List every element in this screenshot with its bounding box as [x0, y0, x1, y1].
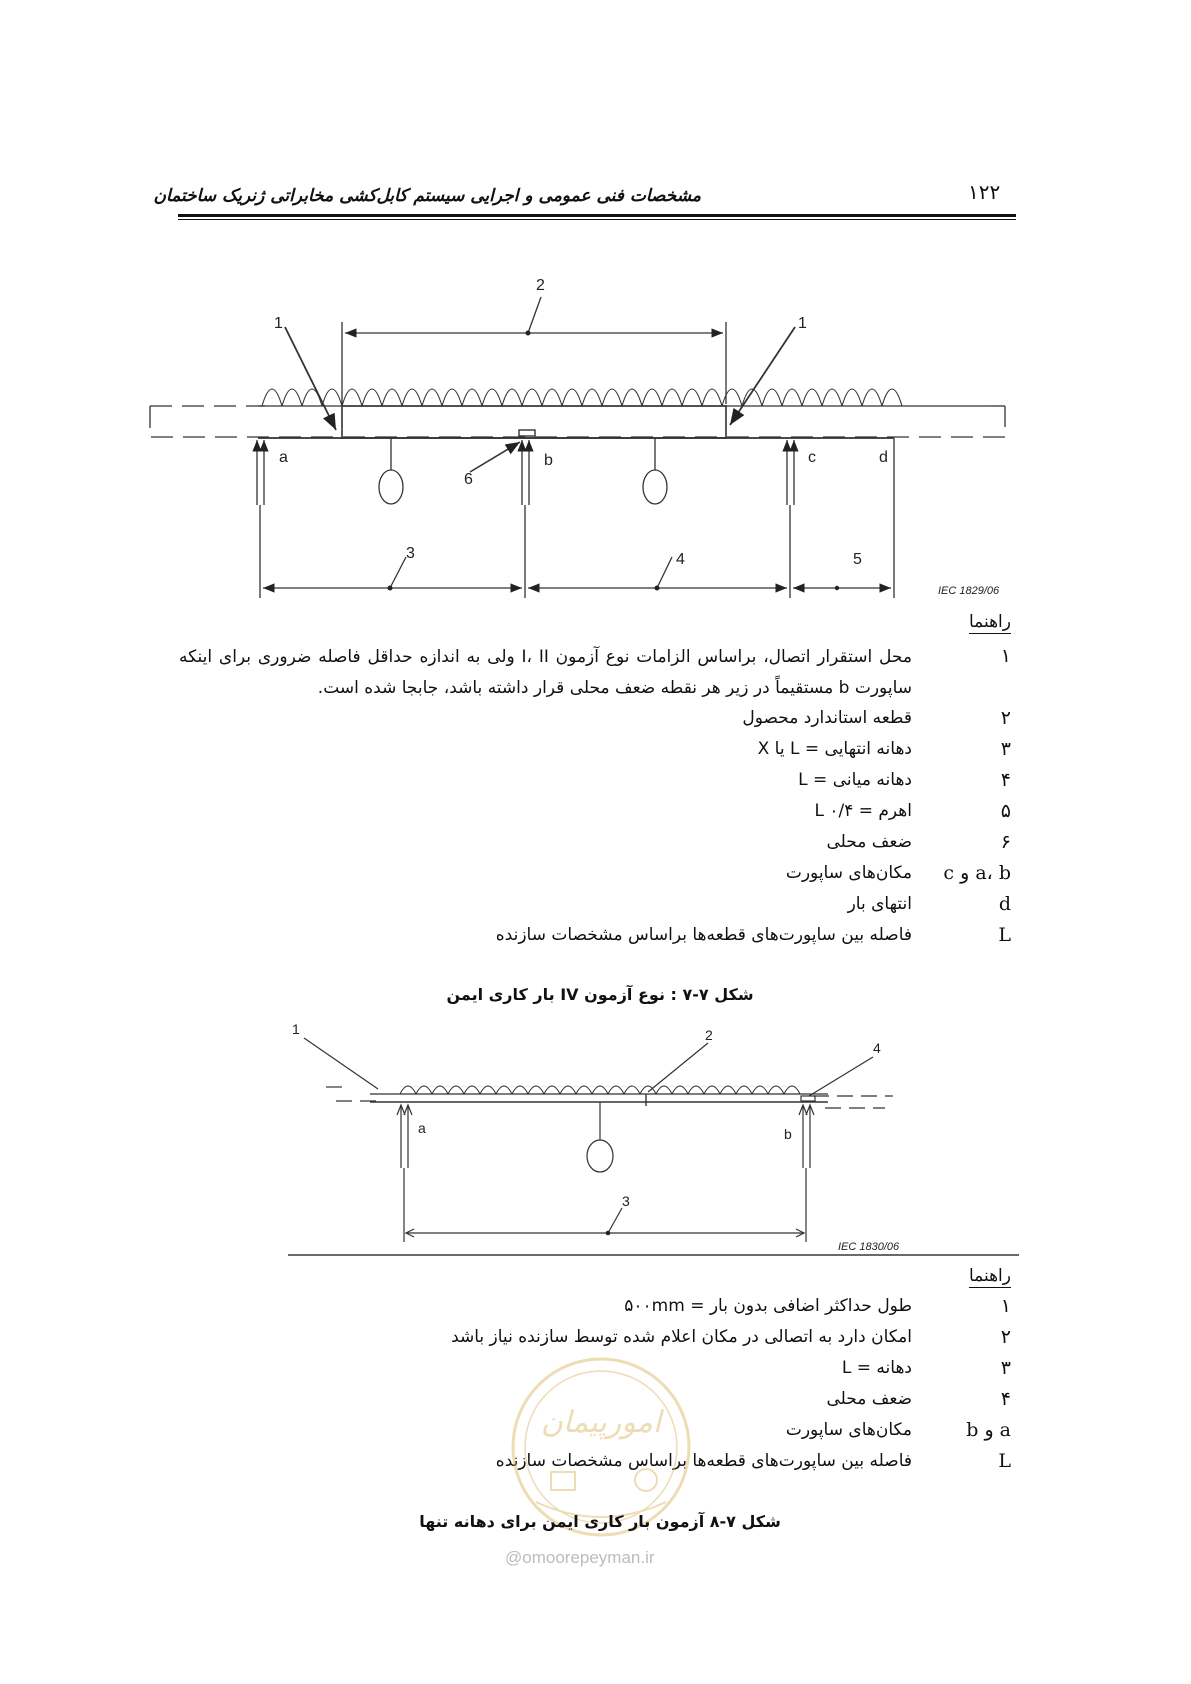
- fig7-label-3: 3: [406, 545, 415, 562]
- fig7-legend-text: ضعف محلی: [826, 832, 912, 852]
- fig8-label-4: 4: [873, 1040, 881, 1056]
- fig7-legend-key: d: [998, 893, 1011, 915]
- fig7-legend-key: ۶: [1000, 831, 1011, 853]
- fig8-legend-key: ۱: [1000, 1295, 1011, 1317]
- figure-7-7-diagram: [0, 0, 1191, 620]
- fig8-label-a: a: [418, 1120, 426, 1136]
- page-number: ۱۲۲: [968, 180, 1001, 204]
- fig7-label-5: 5: [853, 551, 862, 568]
- fig7-label-6: 6: [464, 471, 473, 488]
- fig7-legend-item: [179, 828, 1011, 856]
- fig7-label-1-left: 1: [274, 315, 283, 332]
- fig7-legend-text: انتهای بار: [847, 894, 912, 914]
- fig8-legend-key: ۳: [1000, 1357, 1011, 1379]
- fig7-legend-text: مکان‌های ساپورت: [785, 863, 912, 883]
- fig7-legend-text: اهرم = L ۰/۴: [814, 801, 912, 821]
- fig8-legend-key: ۴: [1000, 1388, 1011, 1410]
- fig7-legend-text: دهانه میانی = L: [798, 770, 912, 790]
- fig7-label-d: d: [879, 449, 888, 466]
- fig7-legend-item: [179, 859, 1011, 887]
- fig8-label-3: 3: [622, 1193, 630, 1209]
- fig8-legend-item: [179, 1323, 1011, 1351]
- fig7-label-4: 4: [676, 551, 685, 568]
- fig8-legend-text: مکان‌های ساپورت: [785, 1420, 912, 1440]
- fig7-legend-text: فاصله بین ساپورت‌های قطعه‌ها براساس مشخصات سازنده: [495, 925, 912, 945]
- fig7-legend-item: [179, 921, 1011, 949]
- fig8-legend-title: راهنما: [968, 1266, 1011, 1286]
- fig7-legend-key: ۴: [1000, 769, 1011, 791]
- fig7-legend-item: [179, 890, 1011, 918]
- fig7-legend-text: محل استقرار اتصال، براساس الزامات نوع آزمون I، II ولی به اندازه حداقل فاصله ضروری برای اینکه ساپورت b مستقیماً در زیر هر نقطه ضعف محلی قرار داشته باشد، جابجا شده است.: [179, 647, 912, 698]
- fig7-legend-key: ۱: [1000, 645, 1011, 667]
- fig8-legend-text: ضعف محلی: [826, 1389, 912, 1409]
- fig8-caption: شکل ۷-۸ آزمون بار کاری ایمن برای دهانه تنها: [419, 1512, 781, 1531]
- fig7-legend-item: [179, 704, 1011, 732]
- fig7-legend-text: قطعه استاندارد محصول: [742, 708, 912, 728]
- watermark-url: @omoorepeyman.ir: [505, 1548, 655, 1567]
- fig8-label-1: 1: [292, 1021, 300, 1037]
- fig8-legend-item: [179, 1292, 1011, 1320]
- watermark-logo-text: امورپیمان: [540, 1405, 662, 1440]
- fig7-label-b: b: [544, 452, 553, 469]
- fig8-legend-text: فاصله بین ساپورت‌های قطعه‌ها براساس مشخصات سازنده: [495, 1451, 912, 1471]
- fig7-legend-text: دهانه انتهایی = L یا X: [757, 739, 912, 759]
- fig8-iec-ref: IEC 1830/06: [838, 1241, 900, 1253]
- fig8-legend-key: ۲: [1000, 1326, 1011, 1348]
- fig7-label-c: c: [808, 449, 816, 466]
- fig7-legend-item: [179, 766, 1011, 794]
- fig7-label-1-right: 1: [798, 315, 807, 332]
- fig8-legend-key: L: [998, 1450, 1011, 1472]
- fig7-label-a: a: [279, 449, 288, 466]
- fig7-legend-key: ۳: [1000, 738, 1011, 760]
- fig7-legend-key: ۲: [1000, 707, 1011, 729]
- fig8-legend-text: طول حداکثر اضافی بدون بار = ۵۰۰mm: [624, 1296, 912, 1316]
- fig7-legend-key: a، b و c: [943, 862, 1011, 884]
- fig7-legend-item: [179, 735, 1011, 763]
- fig7-label-2: 2: [536, 277, 545, 294]
- fig7-legend-title: راهنما: [968, 612, 1011, 632]
- fig7-legend-key: ۵: [1000, 800, 1011, 822]
- fig7-legend-item: [179, 797, 1011, 825]
- fig8-label-b: b: [784, 1126, 792, 1142]
- fig8-legend-text: دهانه = L: [841, 1358, 912, 1378]
- figure-7-8-diagram: [0, 1010, 1191, 1260]
- running-header-title: مشخصات فنی عمومی و اجرایی سیستم کابل‌کشی مخابراتی ژنریک ساختمان: [153, 186, 701, 206]
- fig7-iec-ref: IEC 1829/06: [938, 585, 1000, 597]
- fig8-legend-text: امکان دارد به اتصالی در مکان اعلام شده توسط سازنده نیاز باشد: [451, 1327, 912, 1347]
- fig7-caption: شکل ۷-۷ : نوع آزمون IV بار کاری ایمن: [446, 985, 754, 1004]
- fig8-label-2: 2: [705, 1027, 713, 1043]
- fig7-legend-item: [179, 642, 1011, 698]
- fig7-legend-key: L: [998, 924, 1011, 946]
- fig8-legend-key: a و b: [966, 1419, 1011, 1441]
